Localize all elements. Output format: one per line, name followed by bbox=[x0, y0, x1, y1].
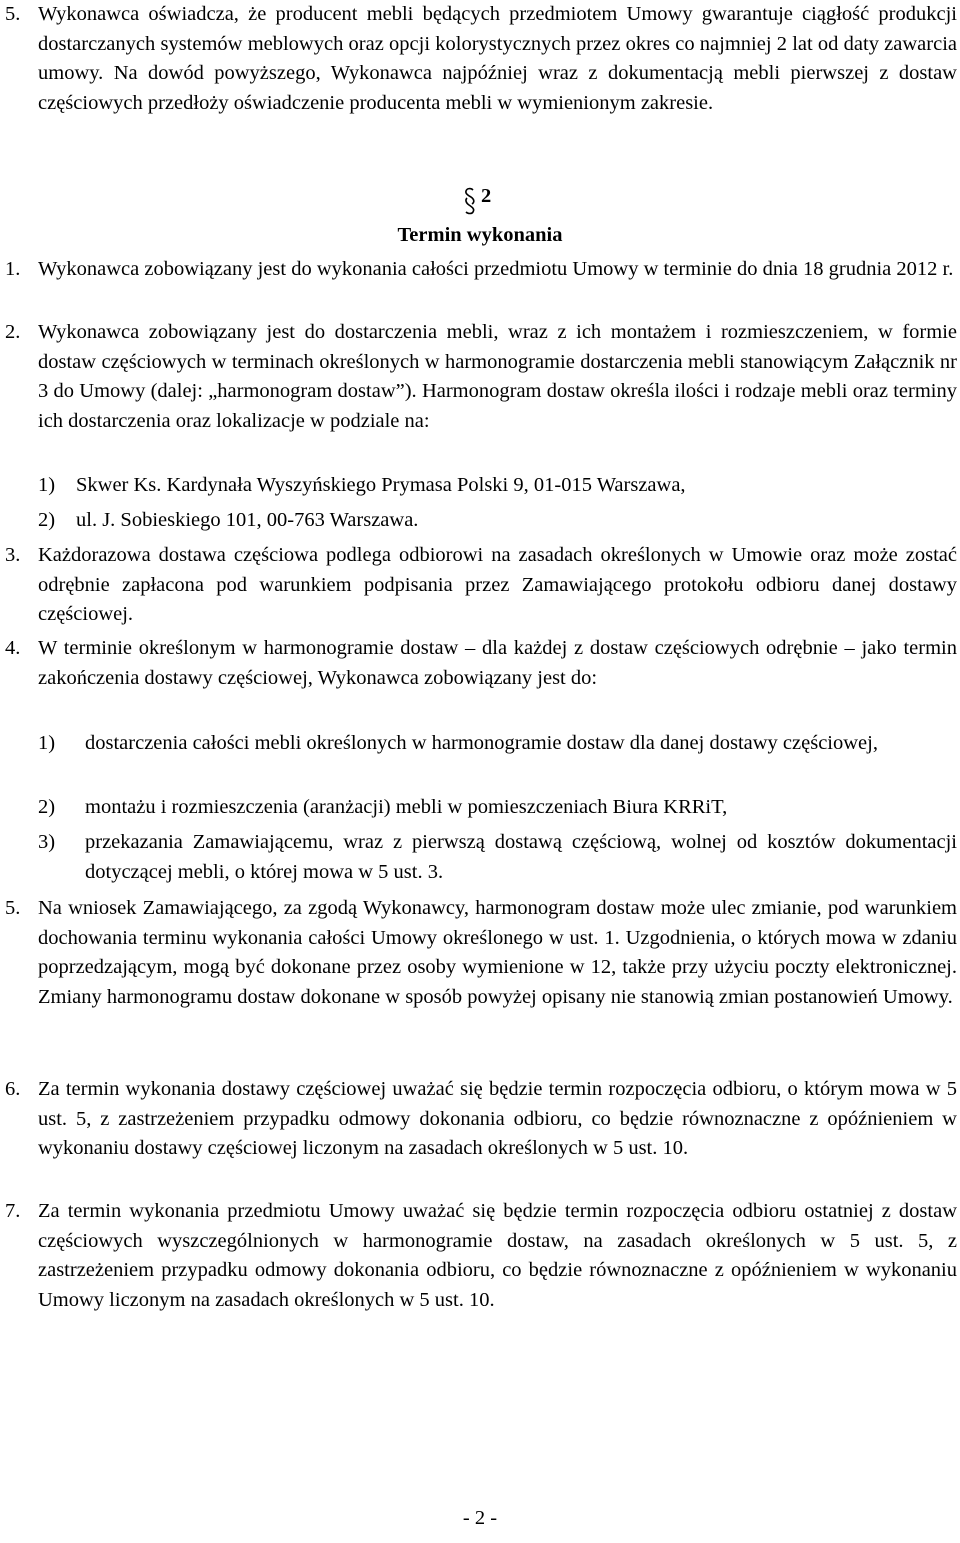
location-item-2 bbox=[38, 506, 957, 536]
clause-text: Za termin wykonania dostawy częściowej uważać się będzie termin rozpoczęcia odbioru, o którym mowa w 5 ust. 5, z zastrzeżeniem przypadku odmowy dokonania odbioru, co będzie równoznaczne z opóźnieniem w wykonaniu dostawy częściowej liczonym na zasadach określonych w 5 ust. 10. bbox=[38, 1078, 957, 1160]
list-text: dostarczenia całości mebli określonych w harmonogramie dostaw dla danej dostawy częściowej, bbox=[85, 732, 878, 754]
clause-4 bbox=[5, 634, 957, 693]
clause-number: 1. bbox=[5, 258, 21, 280]
clause-5-prev bbox=[5, 0, 957, 118]
location-item-1 bbox=[38, 471, 957, 501]
clause-number: 3. bbox=[5, 544, 21, 566]
section-number: 2 bbox=[481, 185, 492, 207]
list-marker: 1) bbox=[38, 732, 56, 754]
page-number: - 2 - bbox=[462, 1507, 498, 1529]
section-title: Termin wykonania bbox=[397, 224, 563, 246]
clause-number: 7. bbox=[5, 1200, 21, 1222]
section-sign-icon bbox=[463, 187, 477, 215]
obligation-item-1 bbox=[38, 729, 957, 759]
clause-1 bbox=[5, 255, 957, 285]
list-text: Skwer Ks. Kardynała Wyszyńskiego Prymasa Polski 9, 01-015 Warszawa, bbox=[76, 474, 686, 496]
clause-number: 5. bbox=[5, 3, 21, 25]
obligation-item-2 bbox=[38, 793, 957, 823]
obligation-item-3 bbox=[38, 828, 957, 887]
clause-text: Wykonawca oświadcza, że producent mebli będących przedmiotem Umowy gwarantuje ciągłość produkcji dostarczanych systemów meblowych oraz opcji kolorystycznych przez okres co najmniej 2 lat od daty zawarcia umowy. Na dowód powyższego, Wykonawca najpóźniej wraz z dokumentacją mebli pierwszej z dostaw częściowych przedłoży oświadczenie producenta mebli w wymienionym zakresie. bbox=[38, 3, 957, 114]
clause-5 bbox=[5, 894, 957, 1012]
clause-number: 5. bbox=[5, 897, 21, 919]
list-text: ul. J. Sobieskiego 101, 00-763 Warszawa. bbox=[76, 509, 419, 531]
clause-text: Wykonawca zobowiązany jest do wykonania całości przedmiotu Umowy w terminie do dnia 18 grudnia 2012 r. bbox=[38, 258, 954, 280]
list-marker: 2) bbox=[38, 796, 56, 818]
clause-number: 4. bbox=[5, 637, 21, 659]
list-marker: 3) bbox=[38, 831, 56, 853]
list-marker: 2) bbox=[38, 509, 56, 531]
clause-2 bbox=[5, 318, 957, 436]
clause-text: W terminie określonym w harmonogramie dostaw – dla każdej z dostaw częściowych odrębnie – jako termin zakończenia dostawy częściowej, Wykonawca zobowiązany jest do: bbox=[38, 637, 957, 689]
clause-text: Za termin wykonania przedmiotu Umowy uważać się będzie termin rozpoczęcia odbioru ostatniej z dostaw częściowych wyszczególnionych w harmonogramie dostaw, na zasadach określonych w 5 ust. 5, z zastrzeżeniem przypadku odmowy dokonania odbioru, co będzie równoznaczne z opóźnieniem w wykonaniu Umowy liczonym na zasadach określonych w 5 ust. 10. bbox=[38, 1200, 957, 1311]
clause-6 bbox=[5, 1075, 957, 1164]
list-marker: 1) bbox=[38, 474, 56, 496]
clause-text: Wykonawca zobowiązany jest do dostarczenia mebli, wraz z ich montażem i rozmieszczeniem, w formie dostaw częściowych w terminach określonych w harmonogramie dostarczenia mebli stanowiącym Załącznik nr 3 do Umowy (dalej: „harmonogram dostaw”). Harmonogram dostaw określa ilości i rodzaje mebli oraz terminy ich dostarczenia oraz lokalizacje w podziale na: bbox=[38, 321, 957, 432]
clause-3 bbox=[5, 541, 957, 630]
clause-7 bbox=[5, 1197, 957, 1315]
list-text: montażu i rozmieszczenia (aranżacji) mebli w pomieszczeniach Biura KRRiT, bbox=[85, 796, 728, 818]
list-text: przekazania Zamawiającemu, wraz z pierwszą dostawą częściową, wolnej od kosztów dokumentacji dotyczącej mebli, o której mowa w 5 ust. 3. bbox=[85, 831, 957, 883]
clause-number: 6. bbox=[5, 1078, 21, 1100]
clause-text: Na wniosek Zamawiającego, za zgodą Wykonawcy, harmonogram dostaw może ulec zmianie, pod warunkiem dochowania terminu wykonania całości Umowy określonego w ust. 1. Uzgodnienia, o których mowa w zdaniu poprzedzającym, mogą być dokonane przez osoby wymienione w 12, także przy użyciu poczty elektronicznej. Zmiany harmonogramu dostaw dokonane w sposób powyżej opisany nie stanowią zmian postanowień Umowy. bbox=[38, 897, 957, 1008]
clause-text: Każdorazowa dostawa częściowa podlega odbiorowi na zasadach określonych w Umowie oraz może zostać odrębnie zapłacona pod warunkiem podpisania przez Zamawiającego protokołu odbioru danej dostawy częściowej. bbox=[38, 544, 957, 626]
clause-number: 2. bbox=[5, 321, 21, 343]
